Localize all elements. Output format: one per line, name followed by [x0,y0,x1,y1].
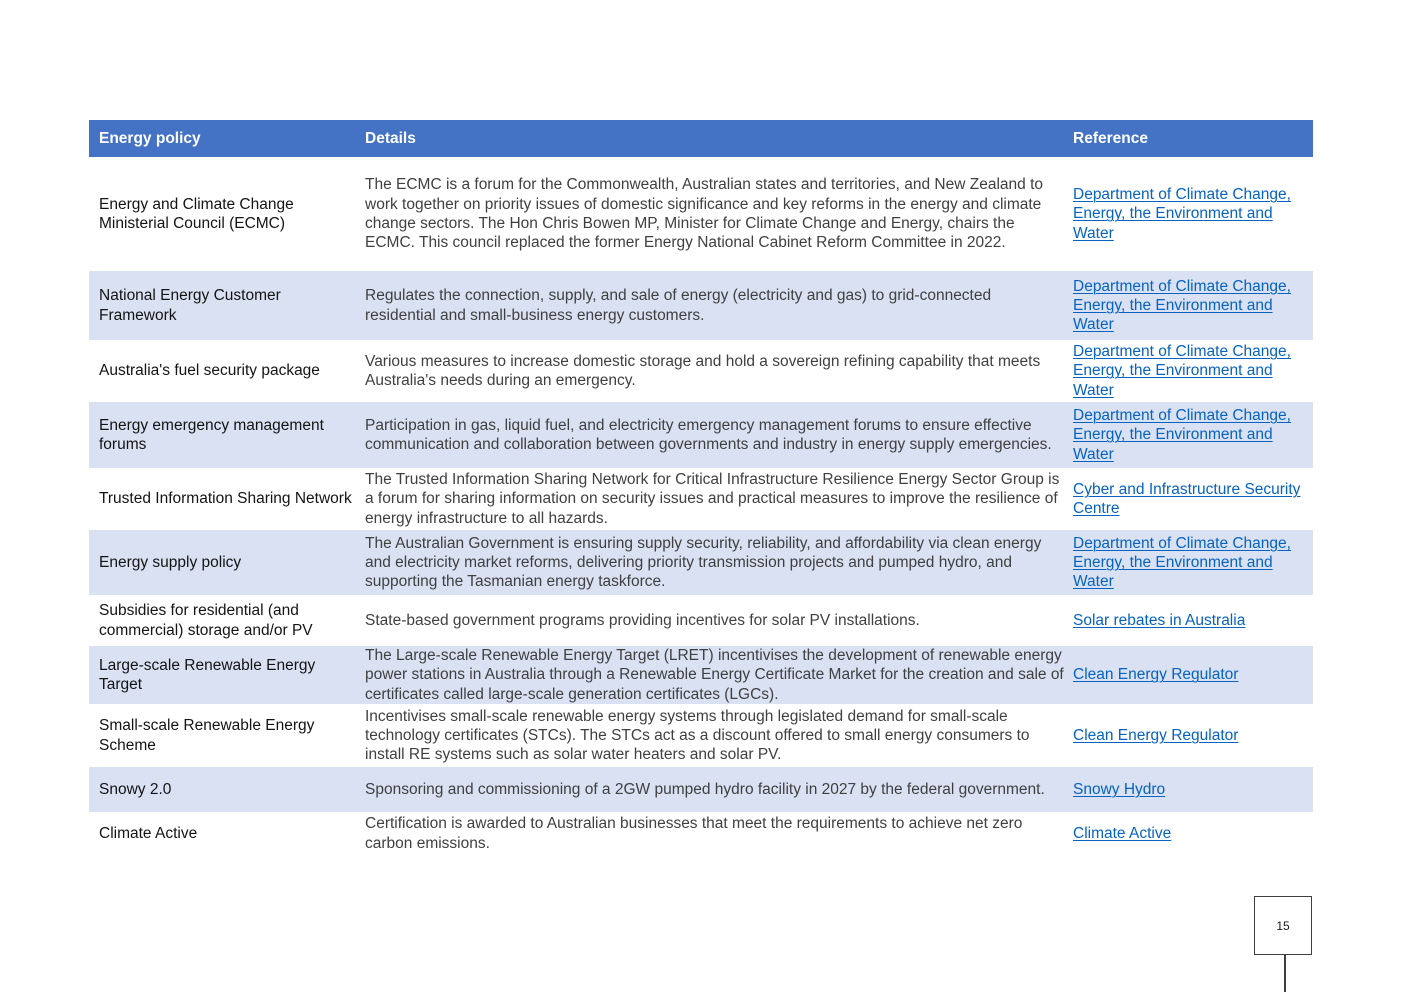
table-header-row [89,120,1313,157]
reference-cell [1071,402,1313,468]
header-energy-policy: Energy policy [89,120,355,157]
table-row [89,595,1313,646]
policy-name: Subsidies for residential (and commercial) storage and/or PV [99,602,313,639]
policy-name: Large-scale Renewable Energy Target [89,646,355,704]
policy-details: Various measures to increase domestic storage and hold a sovereign refining capability that meets Australia's needs during an emergency. [365,352,1041,389]
policy-name: Small-scale Renewable Energy Scheme [99,717,315,754]
policy-name: Australia's fuel security package [99,362,320,380]
reference-link[interactable]: Cyber and Infrastructure Security Centre [1073,480,1301,517]
reference-cell [1071,340,1313,402]
reference-link[interactable]: Department of Climate Change, Energy, the Environment and Water [1073,534,1291,591]
policy-details: Sponsoring and commissioning of a 2GW pumped hydro facility in 2027 by the federal government. [355,767,1071,812]
header-reference: Reference [1071,120,1313,157]
table-row [89,402,1313,468]
policy-details: Incentivises small-scale renewable energy systems through legislated demand for small-scale technology certificates (STCs). The STCs act as a discount offered to small energy consumers to install RE systems such as solar water heaters and solar PV. [365,707,1030,764]
reference-link[interactable]: Department of Climate Change, Energy, the Environment and Water [1073,186,1291,242]
policy-name: Energy and Climate Change Ministerial Council (ECMC) [99,195,294,232]
reference-link[interactable]: Department of Climate Change, Energy, the Environment and Water [1073,343,1291,399]
reference-cell [1071,271,1313,340]
table-row [89,157,1313,271]
reference-link[interactable]: Clean Energy Regulator [1073,666,1239,684]
header-details: Details [355,120,1071,157]
policy-name: Energy emergency management forums [89,402,355,468]
reference-cell [1071,704,1313,767]
table-row [89,271,1313,340]
reference-link[interactable]: Climate Active [1073,824,1172,842]
policy-details: The Large-scale Renewable Energy Target (LRET) incentivises the development of renewable energy power stations in Australia through a Renewable Energy Certificate Market for the creation and sale of certificates called large-scale generation certificates (LGCs). [355,646,1071,704]
policy-name: Snowy 2.0 [89,767,355,812]
table-row [89,468,1313,530]
reference-cell [1071,530,1313,595]
table-row [89,767,1313,812]
policy-details: Regulates the connection, supply, and sale of energy (electricity and gas) to grid-connected residential and small-business energy customers. [355,271,1071,340]
policy-details: Certification is awarded to Australian businesses that meet the requirements to achieve net zero carbon emissions. [365,815,1023,852]
reference-link[interactable]: Solar rebates in Australia [1073,611,1246,629]
reference-cell [1071,468,1313,530]
policy-details: State-based government programs providing incentives for solar PV installations. [365,611,920,629]
reference-link[interactable]: Snowy Hydro [1073,780,1166,798]
table-row [89,812,1313,855]
reference-link[interactable]: Department of Climate Change, Energy, the Environment and Water [1073,407,1291,463]
policy-details: Participation in gas, liquid fuel, and electricity emergency management forums to ensure effective communication and collaboration between governments and industry in energy supply emergencies. [355,402,1071,468]
page-number: 15 [1254,896,1312,955]
table-row [89,530,1313,595]
reference-cell [1071,595,1313,646]
reference-cell [1071,646,1313,704]
policy-details: The ECMC is a forum for the Commonwealth, Australian states and territories, and New Zealand to work together on priority issues of domestic significance and key reforms in the energy and climate change sectors. The Hon Chris Bowen MP, Minister for Climate Change and Energy, chairs the ECMC. This council replaced the former Energy National Cabinet Reform Committee in 2022. [365,176,1043,252]
energy-policy-table [89,120,1313,855]
table-row [89,704,1313,767]
policy-name: Energy supply policy [89,530,355,595]
policy-name: National Energy Customer Framework [89,271,355,340]
policy-details: The Trusted Information Sharing Network for Critical Infrastructure Resilience Energy Sector Group is a forum for sharing information on security issues and practical measures to improve the resilience of energy infrastructure to all hazards. [365,471,1060,527]
policy-details: The Australian Government is ensuring supply security, reliability, and affordability via clean energy and electricity market reforms, delivering priority transmission projects and pumped hydro, and supporting the Tasmanian energy taskforce. [355,530,1071,595]
reference-cell [1071,157,1313,271]
table-row [89,646,1313,704]
policy-name: Trusted Information Sharing Network [99,490,352,508]
policy-name: Climate Active [99,824,198,842]
reference-link[interactable]: Department of Climate Change, Energy, the Environment and Water [1073,277,1291,334]
reference-cell [1071,767,1313,812]
page-number-connector-line [1284,955,1286,992]
table-row [89,340,1313,402]
reference-cell [1071,812,1313,855]
reference-link[interactable]: Clean Energy Regulator [1073,726,1239,744]
